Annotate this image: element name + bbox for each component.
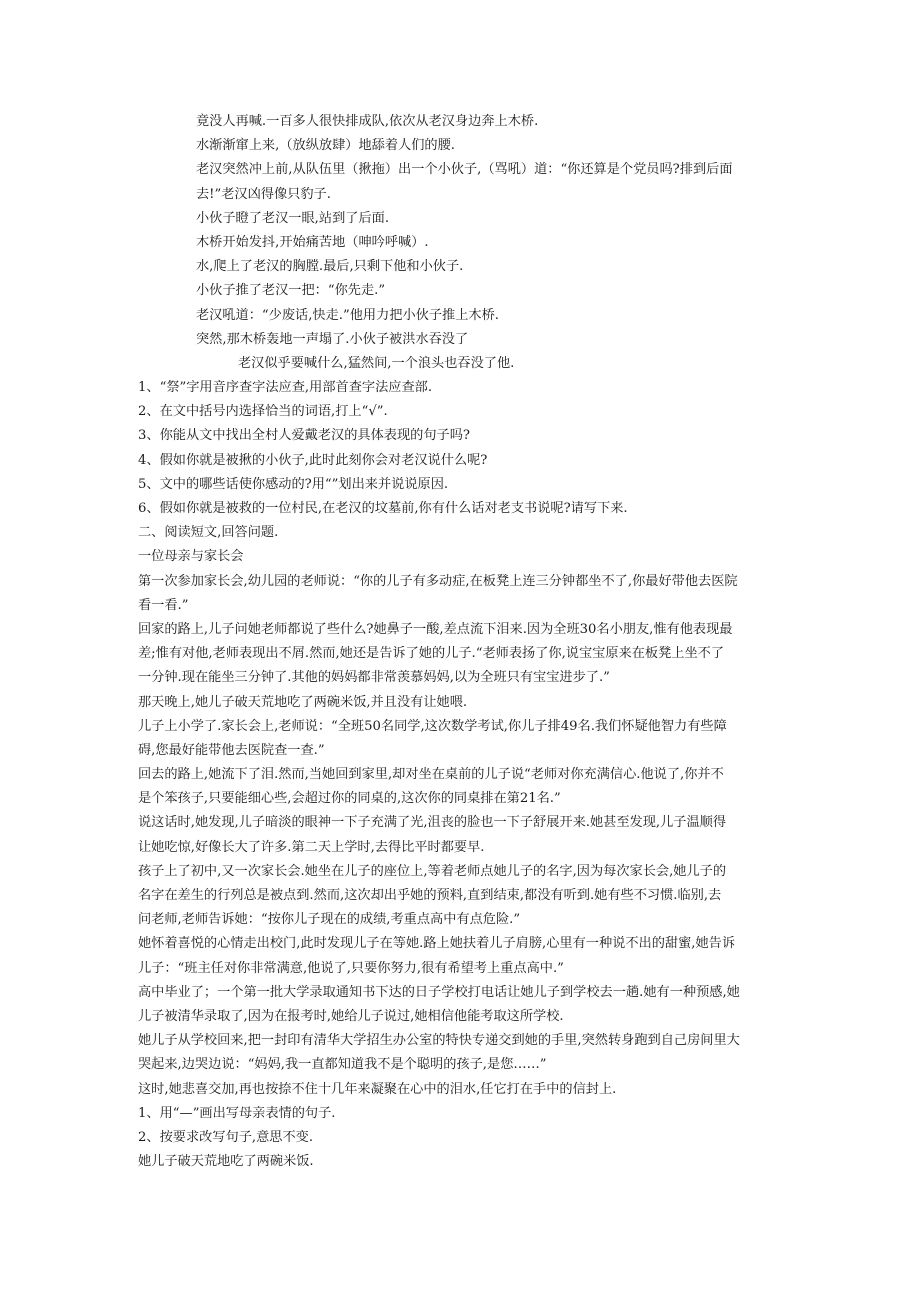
paragraph-line: 问老师,老师告诉她：“按你儿子现在的成绩,考重点高中有点危险.” <box>138 912 521 928</box>
paragraph-line: 看一看.” <box>138 597 189 613</box>
question-line: 2、在文中括号内选择恰当的词语,打上“√”. <box>138 404 388 420</box>
paragraph-line: 那天晚上,她儿子破天荒地吃了两碗米饭,并且没有让她喂. <box>138 694 468 710</box>
section-heading: 二、阅读短文,回答问题. <box>138 525 279 541</box>
paragraph-line: 水渐渐窜上来,（放纵放肆）地舔着人们的腰. <box>196 138 455 154</box>
paragraph-line: 老汉突然冲上前,从队伍里（揪拖）出一个小伙子,（骂吼）道：“你还算是个党员吗?排到后面 <box>196 162 733 178</box>
article-title: 一位母亲与家长会 <box>138 549 244 565</box>
paragraph-line: 儿子：“班主任对你非常满意,他说了,只要你努力,很有希望考上重点高中.” <box>138 960 564 976</box>
paragraph-line: 差;惟有对他,老师表现出不屑.然而,她还是告诉了她的儿子.“老师表扬了你,说宝宝原来在板凳上坐不了 <box>138 646 725 662</box>
paragraph-line: 说这话时,她发现,儿子暗淡的眼神一下子充满了光,沮丧的脸也一下子舒展开来.她甚至发现,儿子温顺得 <box>138 815 727 831</box>
question-line: 5、文中的哪些话使你感动的?用“”划出来并说说原因. <box>138 476 449 492</box>
paragraph-line: 名字在差生的行列总是被点到.然而,这次却出乎她的预料,直到结束,都没有听到.她有些不习惯.临别,去 <box>138 888 722 903</box>
paragraph-line: 小伙子推了老汉一把：“你先走.” <box>196 283 386 299</box>
question-line: 1、“祭”字用音序查字法应查,用部首查字法应查部. <box>138 380 433 396</box>
paragraph-line: 老汉吼道：“少废话,快走.”他用力把小伙子推上木桥. <box>196 307 499 323</box>
paragraph-line: 回去的路上,她流下了泪.然而,当她回到家里,却对坐在桌前的儿子说“老师对你充满信心.他说了,你并不 <box>138 767 724 783</box>
paragraph-line: 孩子上了初中,又一次家长会.她坐在儿子的座位上,等着老师点她儿子的名字,因为每次家长会,她儿子的 <box>138 863 727 879</box>
paragraph-line: 这时,她悲喜交加,再也按捺不住十几年来凝聚在心中的泪水,任它打在手中的信封上. <box>138 1081 617 1097</box>
question-line: 她儿子破天荒地吃了两碗米饭. <box>138 1154 314 1170</box>
text-block <box>138 110 786 1174</box>
paragraph-line: 她儿子从学校回来,把一封印有清华大学招生办公室的特快专递交到她的手里,突然转身跑到自己房间里大 <box>138 1033 740 1049</box>
paragraph-line: 高中毕业了；一个第一批大学录取通知书下达的日子学校打电话让她儿子到学校去一趟.她有一种预感,她 <box>138 984 740 1000</box>
question-line: 3、你能从文中找出全村人爱戴老汉的具体表现的句子吗? <box>138 428 470 444</box>
question-line: 6、假如你就是被救的一位村民,在老汉的坟墓前,你有什么话对老支书说呢?请写下来. <box>138 501 628 516</box>
paragraph-line: 碍,您最好能带他去医院查一查.” <box>138 742 325 758</box>
paragraph-line: 小伙子瞪了老汉一眼,站到了后面. <box>196 210 390 226</box>
paragraph-line: 儿子上小学了.家长会上,老师说：“全班50名同学,这次数学考试,你儿子排49名.我们怀疑他智力有些障 <box>138 718 727 734</box>
paragraph-line: 她怀着喜悦的心情走出校门,此时发现儿子在等她.路上她扶着儿子肩膀,心里有一种说不出的甜蜜,她告诉 <box>138 936 736 952</box>
paragraph-line: 去!”老汉凶得像只豹子. <box>196 186 331 202</box>
paragraph-line: 第一次参加家长会,幼儿园的老师说：“你的儿子有多动症,在板凳上连三分钟都坐不了,你最好带他去医院 <box>138 573 738 589</box>
question-line: 1、用“—”画出写母亲表情的句子. <box>138 1105 336 1121</box>
question-line: 2、按要求改写句子,意思不变. <box>138 1129 314 1145</box>
paragraph-line: 回家的路上,儿子问她老师都说了些什么?她鼻子一酸,差点流下泪来.因为全班30名小朋友,惟有他表现最 <box>138 621 733 637</box>
paragraph-line: 水,爬上了老汉的胸膛.最后,只剩下他和小伙子. <box>196 259 464 275</box>
paragraph-line: 儿子被清华录取了,因为在报考时,她给儿子说过,她相信他能考取这所学校. <box>138 1008 564 1024</box>
paragraph-line: 突然,那木桥轰地一声塌了.小伙子被洪水吞没了 <box>196 331 469 347</box>
paragraph-line: 一分钟.现在能坐三分钟了.其他的妈妈都非常羡慕妈妈,以为全班只有宝宝进步了.” <box>138 670 610 686</box>
paragraph-line: 木桥开始发抖,开始痛苦地（呻吟呼喊）. <box>196 234 429 250</box>
paragraph-line: 竟没人再喊.一百多人很快排成队,依次从老汉身边奔上木桥. <box>196 114 539 129</box>
paragraph-line: 让她吃惊,好像长大了许多.第二天上学时,去得比平时都要早. <box>138 839 485 855</box>
question-line: 4、假如你就是被揪的小伙子,此时此刻你会对老汉说什么呢? <box>138 452 488 468</box>
paragraph-line: 是个笨孩子,只要能细心些,会超过你的同桌的,这次你的同桌排在第21名.” <box>138 791 561 807</box>
paragraph-line: 老汉似乎要喊什么,猛然间,一个浪头也吞没了他. <box>238 355 515 371</box>
paragraph-line: 哭起来,边哭边说：“妈妈,我一直都知道我不是个聪明的孩子,是您……” <box>138 1057 547 1073</box>
